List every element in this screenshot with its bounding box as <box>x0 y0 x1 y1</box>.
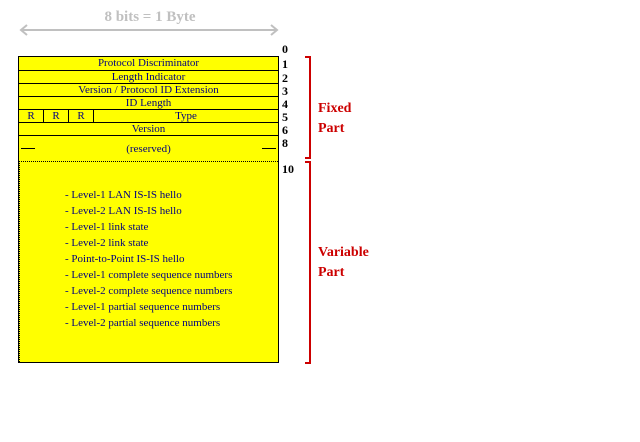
byte-offset: 3 <box>282 84 288 98</box>
list-item: - Level-1 LAN IS-IS hello <box>65 189 182 201</box>
pdu-type-list <box>65 187 232 331</box>
fixed-part-label-line2: Part <box>318 121 345 136</box>
fixed-part-label <box>318 99 351 139</box>
list-item: - Level-2 partial sequence numbers <box>65 317 221 329</box>
fixed-part-bracket <box>305 56 311 159</box>
list-item: - Level-2 link state <box>65 237 149 249</box>
field-length-indicator: Length Indicator <box>19 71 278 84</box>
field-version-protocol-id-extension: Version / Protocol ID Extension <box>19 84 278 97</box>
variable-part-label-line1: Variable <box>318 245 369 260</box>
isis-pdu-header <box>18 56 279 363</box>
reserved-bit: R <box>19 110 44 122</box>
byte-offset: 1 <box>282 57 288 71</box>
variable-part-label <box>318 243 369 283</box>
field-type: Type <box>175 110 197 122</box>
byte-offset: 10 <box>282 162 294 176</box>
byte-width-label: 8 bits = 1 Byte <box>104 9 196 25</box>
byte-width-arrow <box>18 23 280 37</box>
reserved-dash-right <box>262 148 276 149</box>
list-item: - Level-2 LAN IS-IS hello <box>65 205 182 217</box>
byte-offset: 4 <box>282 97 288 111</box>
field-reserved <box>19 136 278 162</box>
field-type-row <box>19 110 278 123</box>
variable-length-section <box>19 163 278 362</box>
list-item: - Level-2 complete sequence numbers <box>65 285 233 297</box>
field-protocol-discriminator: Protocol Discriminator <box>19 57 278 71</box>
byte-offset: 6 <box>282 123 288 137</box>
variable-part-bracket <box>305 161 311 364</box>
list-item: - Level-1 link state <box>65 221 149 233</box>
list-item: - Level-1 partial sequence numbers <box>65 301 221 313</box>
field-version: Version <box>19 123 278 136</box>
list-item: - Level-1 complete sequence numbers <box>65 269 233 281</box>
reserved-label: (reserved) <box>126 143 171 155</box>
fixed-part-label-line1: Fixed <box>318 101 352 116</box>
reserved-bit: R <box>44 110 69 122</box>
byte-offset: 0 <box>282 42 288 56</box>
field-id-length: ID Length <box>19 97 278 110</box>
byte-offset: 8 <box>282 136 288 150</box>
byte-offset: 2 <box>282 71 288 85</box>
variable-part-label-line2: Part <box>318 265 345 280</box>
reserved-bit: R <box>69 110 94 122</box>
byte-offset: 5 <box>282 110 288 124</box>
list-item: - Point-to-Point IS-IS hello <box>65 253 185 265</box>
